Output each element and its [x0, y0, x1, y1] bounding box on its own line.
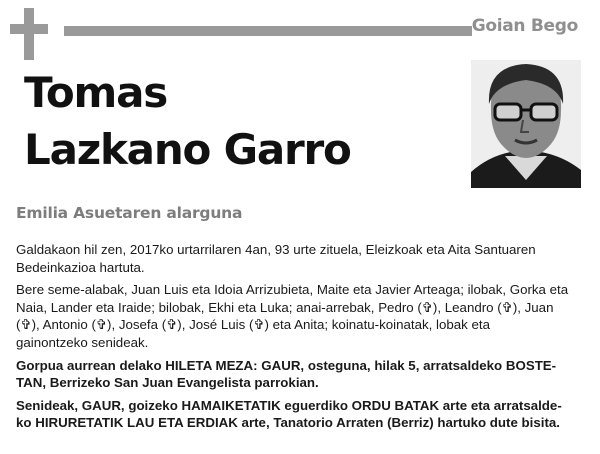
name-surnames: Lazkano Garro	[24, 125, 351, 174]
header-divider	[64, 26, 472, 36]
text-line: Bedeinkazioa hartuta.	[16, 259, 145, 275]
paragraph-visit	[16, 397, 588, 432]
text-line: TAN, Berrizeko San Juan Evangelista parrokian.	[16, 375, 319, 391]
paragraph-death	[16, 241, 588, 276]
cross-icon	[10, 8, 48, 60]
text-line: gainontzeko senideak.	[16, 334, 149, 350]
portrait-photo	[471, 60, 581, 188]
text-line: (✞), Antonio (✞), Josefa (✞), José Luis (✞) eta Anita; koinatu-koinatak, lobak eta	[16, 317, 490, 333]
text-line: Galdakaon hil zen, 2017ko urtarrilaren 4an, 93 urte zituela, Eleizkoak eta Aita Santuaren	[16, 242, 536, 257]
text-line: ko HIRURETATIK LAU ETA ERDIAK arte, Tanatorio Arraten (Berriz) hartuko dute bisita.	[16, 415, 560, 431]
name-first: Tomas	[24, 68, 168, 117]
deceased-name	[24, 64, 351, 178]
text-line: Bere seme-alabak, Juan Luis eta Idoia Arrizubieta, Maite eta Javier Arteaga; ilobak, Gorka eta	[16, 282, 569, 298]
paragraph-funeral	[16, 357, 588, 392]
subtitle: Emilia Asuetaren alarguna	[16, 204, 243, 222]
paragraph-family	[16, 281, 588, 351]
obituary-text	[16, 241, 588, 437]
brand-title: Goian Bego	[471, 16, 578, 36]
text-line: Senideak, GAUR, goizeko HAMAIKETATIK eguerdiko ORDU BATAK arte eta arratsalde-	[16, 397, 562, 413]
text-line: Naia, Lander eta Iraide; bilobak, Ekhi eta Luka; anai-arrebak, Pedro (✞), Leandro (✞), Juan	[16, 299, 554, 315]
text-line: Gorpua aurrean delako HILETA MEZA: GAUR, osteguna, hilak 5, arratsaldeko BOSTE-	[16, 357, 557, 373]
